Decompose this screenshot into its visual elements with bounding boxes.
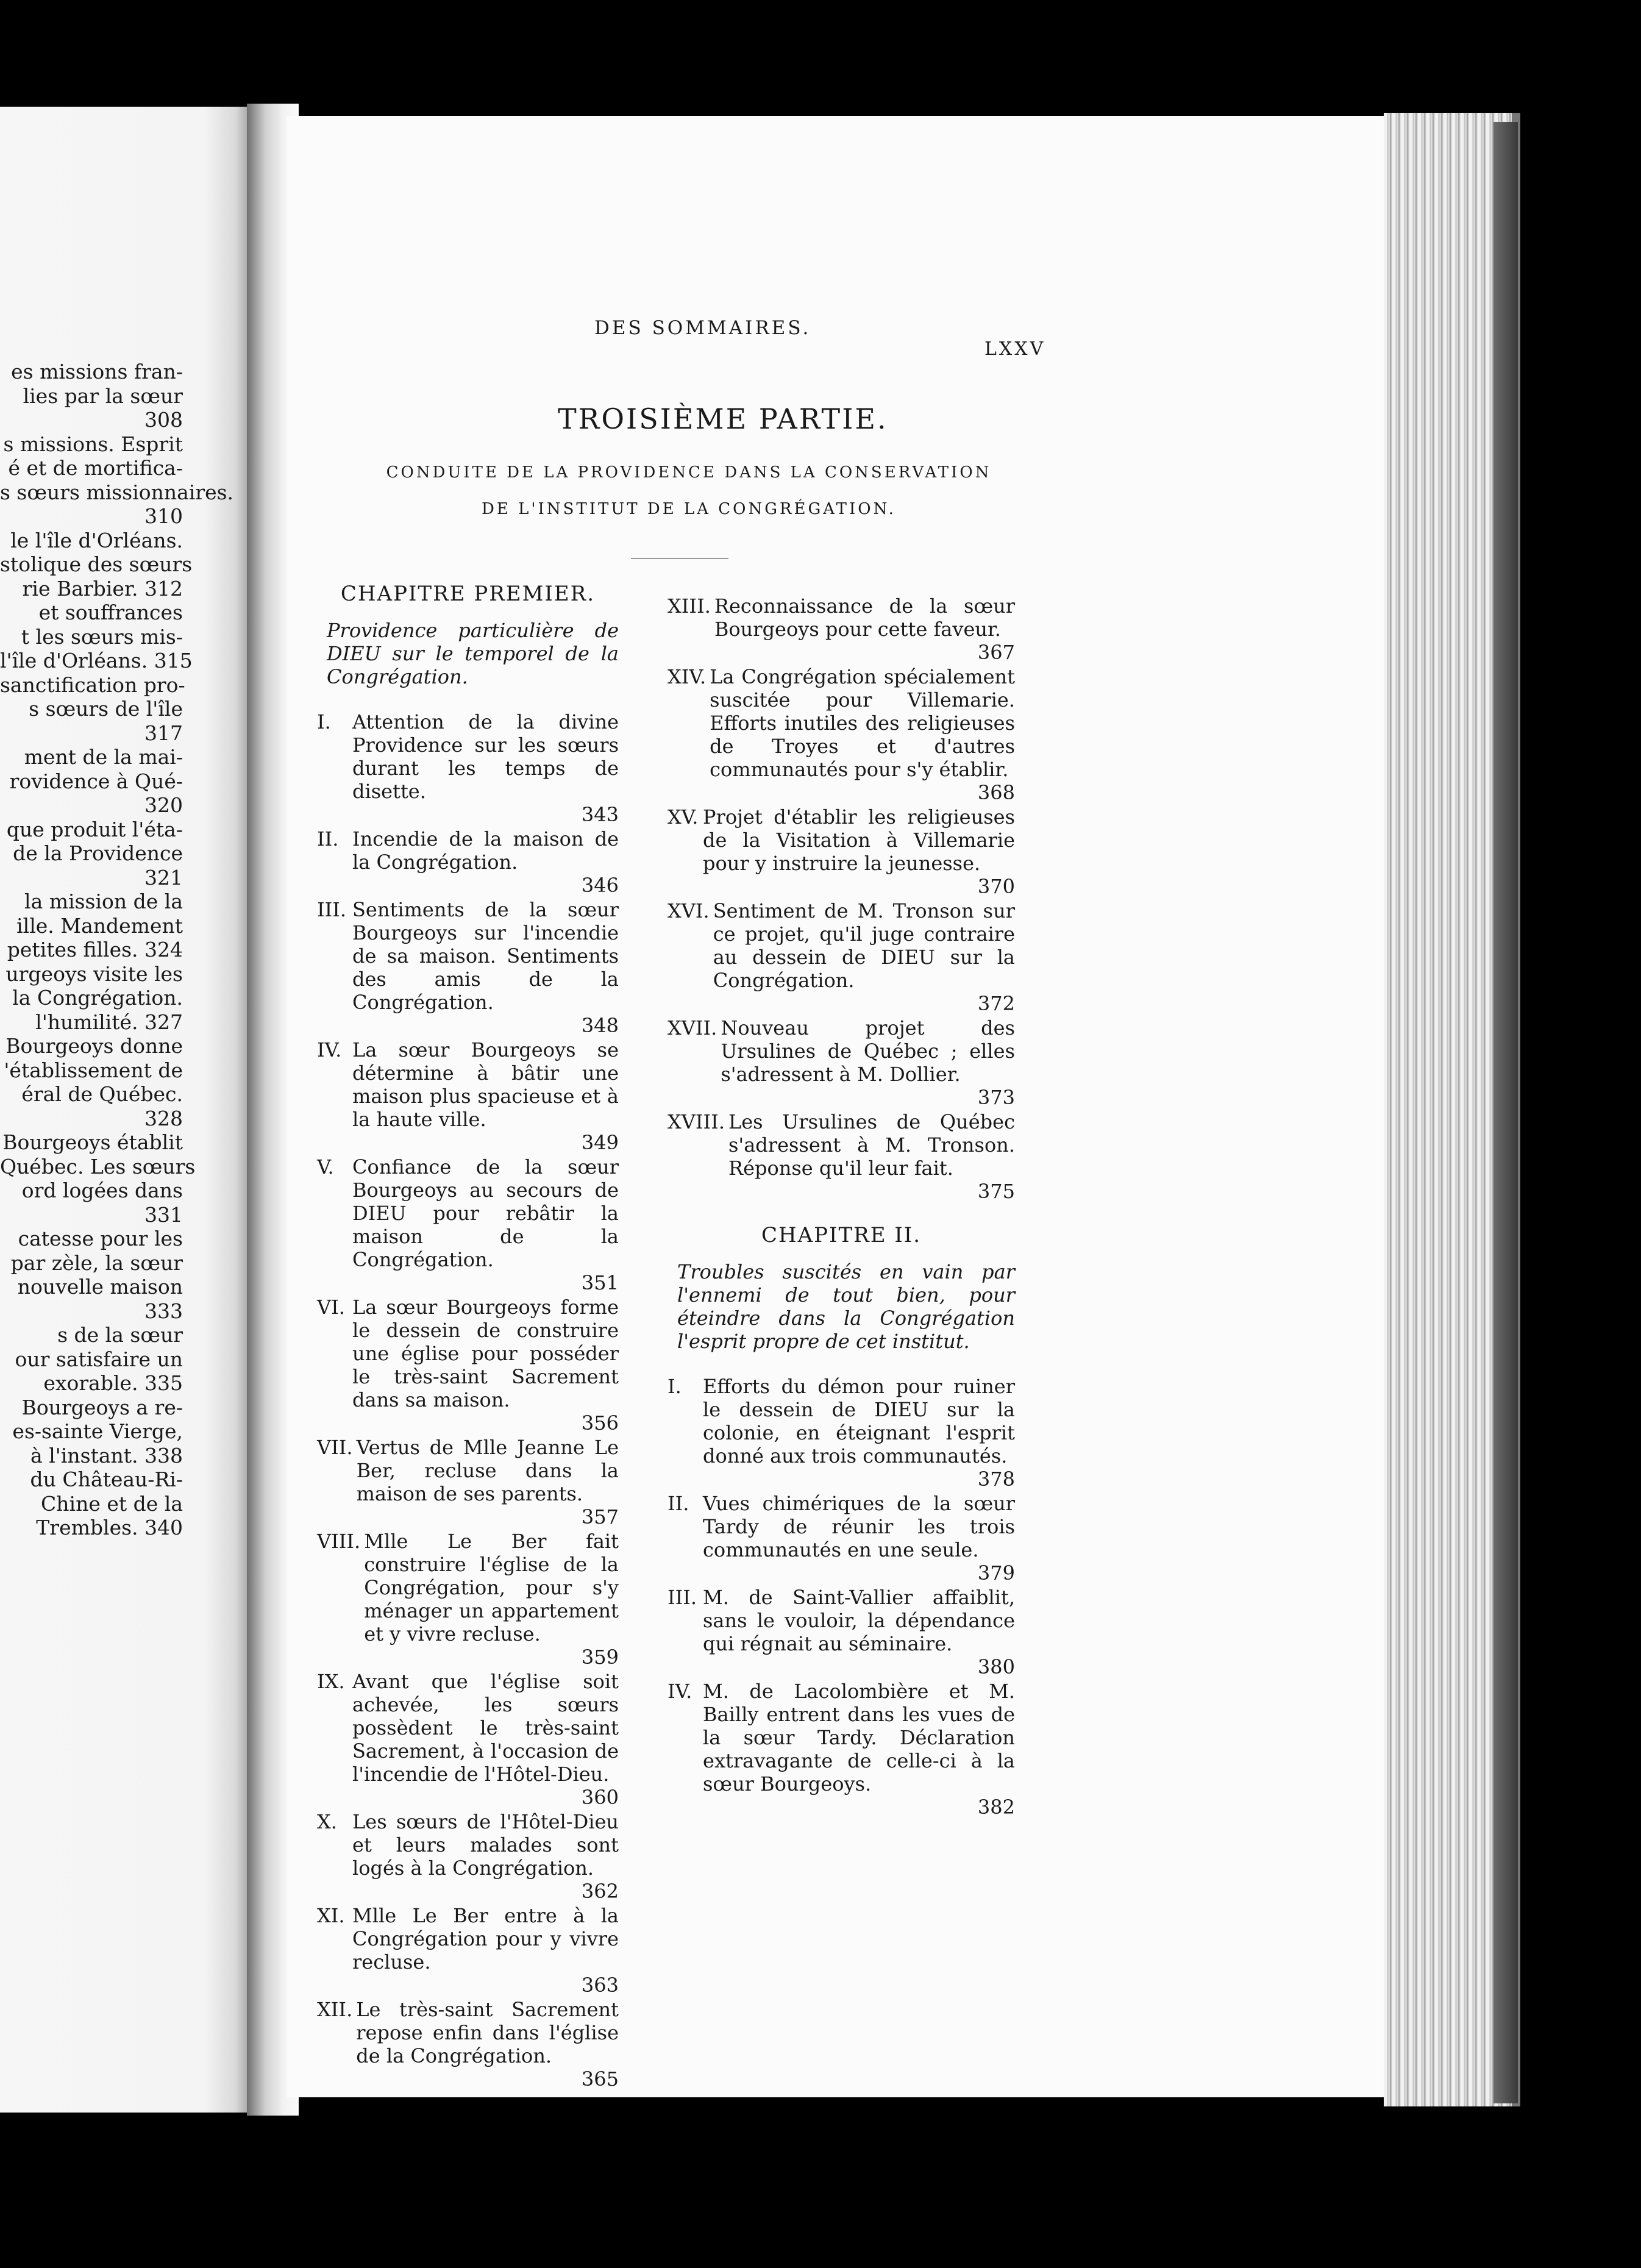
- entry-number: V.: [317, 1155, 334, 1179]
- left-page-line: é et de mortifica-: [8, 456, 183, 480]
- entry-page-number: 367: [977, 641, 1015, 664]
- left-page-line: petites filles. 324: [7, 938, 183, 961]
- left-page-line: ment de la mai-: [24, 745, 183, 769]
- left-page-line: rovidence à Qué-: [9, 769, 183, 793]
- entry-number: XVIII.: [667, 1110, 725, 1133]
- left-page-line: Bourgeoys établit: [2, 1130, 183, 1154]
- summary-entry: [317, 1810, 619, 1903]
- chapter-summary: Troubles suscités en vain par l'ennemi de tout bien, pour éteindre dans la Congrégation l'esprit propre de cet institut.: [677, 1260, 1015, 1353]
- entry-page-number: 375: [977, 1180, 1015, 1203]
- left-page-line: de la Providence: [13, 841, 183, 865]
- entry-page-number: 380: [977, 1655, 1015, 1678]
- left-page-line: Québec. Les sœurs: [0, 1154, 196, 1179]
- left-column: [317, 582, 619, 2092]
- left-page-line: Chine et de la: [41, 1491, 183, 1516]
- summary-entry: [667, 665, 1015, 804]
- entry-number: III.: [667, 1586, 697, 1609]
- part-subtitle-line-1: CONDUITE DE LA PROVIDENCE DANS LA CONSERVATION: [386, 463, 992, 482]
- summary-entry: [667, 1680, 1015, 1819]
- entry-page-number: 382: [977, 1795, 1015, 1819]
- entry-text: Confiance de la sœur Bourgeoys au secours de DIEU pour rebâtir la maison de la Congrégation.: [352, 1155, 619, 1271]
- left-page-line: ille. Mandement: [16, 913, 183, 938]
- left-page-line: l'île d'Orléans. 315: [0, 649, 193, 672]
- entry-number: X.: [317, 1810, 337, 1833]
- summary-entry: [317, 1155, 619, 1294]
- left-page-line: rie Barbier. 312: [22, 576, 183, 601]
- left-page-line: s de la sœur: [57, 1323, 183, 1347]
- right-column: [667, 594, 1015, 1820]
- entry-number: IV.: [667, 1680, 692, 1703]
- summary-entry: [667, 805, 1015, 898]
- summary-entry: [667, 899, 1015, 1015]
- left-page-line: ord logées dans: [21, 1179, 183, 1202]
- entry-page-number: 363: [581, 1974, 619, 1997]
- entry-text: La sœur Bourgeoys se détermine à bâtir une maison plus spacieuse et à la haute ville.: [352, 1038, 619, 1131]
- entry-text: Le très-saint Sacrement repose enfin dans l'église de la Congrégation.: [356, 1998, 619, 2067]
- entry-text: M. de Saint-Vallier affaiblit, sans le vouloir, la dépendance qui régnait au séminaire.: [703, 1586, 1015, 1655]
- left-page-line: la Congrégation.: [12, 986, 183, 1010]
- left-page-line: t les sœurs mis-: [21, 624, 183, 649]
- entry-number: I.: [317, 710, 331, 733]
- summary-entry: [317, 1670, 619, 1809]
- entry-number: II.: [667, 1492, 689, 1515]
- left-page-line: lies par la sœur: [23, 383, 183, 408]
- left-page-line: 320: [144, 793, 183, 817]
- summary-entry: [667, 1375, 1015, 1491]
- summary-entry: [667, 1492, 1015, 1585]
- entry-number: XVI.: [667, 899, 710, 922]
- left-page-line: Trembles. 340: [36, 1516, 183, 1539]
- summary-entry: [317, 1038, 619, 1154]
- left-page-line: 331: [144, 1202, 183, 1227]
- entry-text: Vertus de Mlle Jeanne Le Ber, recluse dans la maison de ses parents.: [356, 1436, 619, 1505]
- left-page-line: 310: [144, 504, 183, 528]
- entry-number: I.: [667, 1375, 682, 1398]
- running-head: DES SOMMAIRES.: [594, 317, 811, 339]
- left-page-line: s sœurs missionnaires.: [0, 480, 234, 504]
- entry-number: VIII.: [317, 1530, 361, 1553]
- entry-text: Attention de la divine Providence sur les sœurs durant les temps de disette.: [352, 710, 619, 803]
- left-page-text-fragment: [0, 360, 234, 1540]
- entry-number: II.: [317, 827, 339, 850]
- left-page-line: 308: [144, 408, 183, 432]
- entry-page-number: 349: [581, 1131, 619, 1154]
- entry-number: VII.: [317, 1436, 353, 1459]
- left-page-line: 328: [144, 1106, 183, 1130]
- left-page-line: es missions fran-: [11, 360, 183, 383]
- summary-entry: [667, 594, 1015, 664]
- entry-text: Mlle Le Ber entre à la Congrégation pour y vivre recluse.: [352, 1904, 619, 1974]
- entry-text: Nouveau projet des Ursulines de Québec ; elles s'adressent à M. Dollier.: [721, 1016, 1015, 1086]
- left-page-line: par zèle, la sœur: [10, 1250, 183, 1275]
- left-page-line: Bourgeoys donne: [5, 1034, 183, 1058]
- entry-text: La sœur Bourgeoys forme le dessein de construire une église pour posséder le très-saint Sacrement dans sa maison.: [352, 1296, 619, 1411]
- entry-page-number: 346: [581, 874, 619, 897]
- entry-number: XVII.: [667, 1016, 717, 1040]
- entry-page-number: 365: [581, 2067, 619, 2091]
- left-page-line: s sœurs de l'île: [29, 697, 183, 721]
- summary-entry: [667, 1110, 1015, 1203]
- entry-number: XIII.: [667, 594, 711, 618]
- summary-entry: [317, 827, 619, 897]
- summary-entry: [317, 1296, 619, 1435]
- left-page-line: 321: [144, 865, 183, 890]
- entry-text: Vues chimériques de la sœur Tardy de réunir les trois communautés en une seule.: [703, 1492, 1015, 1561]
- entry-text: Sentiments de la sœur Bourgeoys sur l'incendie de sa maison. Sentiments des amis de la Congrégation.: [352, 898, 619, 1014]
- chapter-summary: Providence particulière de DIEU sur le temporel de la Congrégation.: [327, 619, 619, 688]
- page-folio: LXXV: [984, 338, 1046, 360]
- chapter-title: CHAPITRE PREMIER.: [340, 582, 596, 606]
- entry-text: Les sœurs de l'Hôtel-Dieu et leurs malades sont logés à la Congrégation.: [352, 1810, 619, 1880]
- part-subtitle-line-2: DE L'INSTITUT DE LA CONGRÉGATION.: [482, 500, 896, 518]
- part-title: TROISIÈME PARTIE.: [558, 402, 888, 435]
- left-page-line: à l'instant. 338: [30, 1443, 183, 1467]
- entry-page-number: 368: [977, 781, 1015, 804]
- left-page-line: Bourgeoys a re-: [21, 1395, 183, 1419]
- summary-entry: [317, 1436, 619, 1528]
- entry-text: Avant que l'église soit achevée, les sœurs possèdent le très-saint Sacrement, à l'occasion de l'incendie de l'Hôtel-Dieu.: [352, 1670, 619, 1786]
- summary-entry: [667, 1016, 1015, 1109]
- left-page-line: s missions. Esprit: [3, 432, 183, 456]
- summary-entry: [317, 1530, 619, 1669]
- entry-number: III.: [317, 898, 347, 921]
- entry-page-number: 348: [581, 1014, 619, 1037]
- entry-page-number: 343: [581, 803, 619, 826]
- entry-text: M. de Lacolombière et M. Bailly entrent dans les vues de la sœur Tardy. Déclaration extravagante de celle-ci à la sœur Bourgeoys.: [703, 1680, 1015, 1795]
- entry-page-number: 351: [581, 1271, 619, 1294]
- summary-entry: [667, 1586, 1015, 1678]
- left-page-line: catesse pour les: [18, 1227, 183, 1250]
- summary-entry: [317, 1904, 619, 1997]
- entry-text: Reconnaissance de la sœur Bourgeoys pour cette faveur.: [714, 594, 1015, 641]
- left-page-line: exorable. 335: [43, 1371, 183, 1395]
- entry-page-number: 378: [977, 1467, 1015, 1491]
- entry-number: IX.: [317, 1670, 345, 1693]
- left-page-line: 333: [144, 1299, 183, 1323]
- entry-page-number: 370: [977, 875, 1015, 898]
- left-page-line: le l'île d'Orléans.: [10, 528, 183, 552]
- left-page-line: nouvelle maison: [17, 1275, 183, 1299]
- section-rule: [631, 558, 728, 559]
- left-page-line: es-sainte Vierge,: [12, 1419, 183, 1443]
- summary-entry: [317, 1998, 619, 2091]
- entry-text: Sentiment de M. Tronson sur ce projet, qu'il juge contraire au dessein de DIEU sur la Congrégation.: [713, 899, 1015, 992]
- left-page-line: stolique des sœurs: [0, 552, 193, 576]
- entry-number: IV.: [317, 1038, 342, 1061]
- entry-page-number: 373: [977, 1086, 1015, 1109]
- entry-text: Efforts du démon pour ruiner le dessein de DIEU sur la colonie, en éteignant l'esprit donné aux trois communautés.: [703, 1375, 1015, 1467]
- entry-page-number: 356: [581, 1411, 619, 1435]
- entry-page-number: 362: [581, 1880, 619, 1903]
- left-page-line: 'établissement de: [4, 1058, 183, 1082]
- left-page-line: la mission de la: [24, 890, 183, 913]
- left-page-line: sanctification pro-: [0, 672, 185, 697]
- entry-page-number: 360: [581, 1786, 619, 1809]
- entry-page-number: 357: [581, 1505, 619, 1528]
- entry-text: Projet d'établir les religieuses de la Visitation à Villemarie pour y instruire la jeunesse.: [703, 805, 1015, 875]
- left-page-line: l'humilité. 327: [35, 1010, 183, 1034]
- book-cover-edge: [1493, 122, 1518, 2103]
- entry-number: XII.: [317, 1998, 353, 2021]
- entry-number: XI.: [317, 1904, 345, 1927]
- chapter-entries: [317, 710, 619, 2091]
- left-page-line: du Château-Ri-: [30, 1467, 183, 1491]
- entry-number: XIV.: [667, 665, 707, 688]
- entry-text: Mlle Le Ber fait construire l'église de la Congrégation, pour s'y ménager un appartement et y vivre recluse.: [364, 1530, 619, 1646]
- summary-entry: [317, 898, 619, 1037]
- entry-number: VI.: [317, 1296, 345, 1319]
- summary-entry: [317, 710, 619, 826]
- entry-text: La Congrégation spécialement suscitée pour Villemarie. Efforts inutiles des religieuses de Troyes et d'autres communautés pour s'y établir.: [710, 665, 1015, 781]
- left-page-line: urgeoys visite les: [5, 961, 183, 986]
- entry-page-number: 359: [581, 1646, 619, 1669]
- entry-number: XV.: [667, 805, 699, 829]
- left-page-line: 317: [144, 721, 183, 745]
- entry-text: Incendie de la maison de la Congrégation.: [352, 827, 619, 874]
- left-page-line: que produit l'éta-: [6, 817, 183, 841]
- entry-page-number: 372: [977, 992, 1015, 1015]
- entry-text: Les Ursulines de Québec s'adressent à M. Tronson. Réponse qu'il leur fait.: [728, 1110, 1015, 1180]
- left-page-line: our satisfaire un: [15, 1347, 183, 1371]
- chapter-entries: [667, 594, 1015, 1203]
- left-page-line: et souffrances: [38, 601, 183, 624]
- chapter-title: CHAPITRE II.: [761, 1223, 922, 1247]
- entry-page-number: 379: [977, 1561, 1015, 1585]
- chapter-entries: [667, 1375, 1015, 1819]
- left-page-line: éral de Québec.: [21, 1082, 183, 1106]
